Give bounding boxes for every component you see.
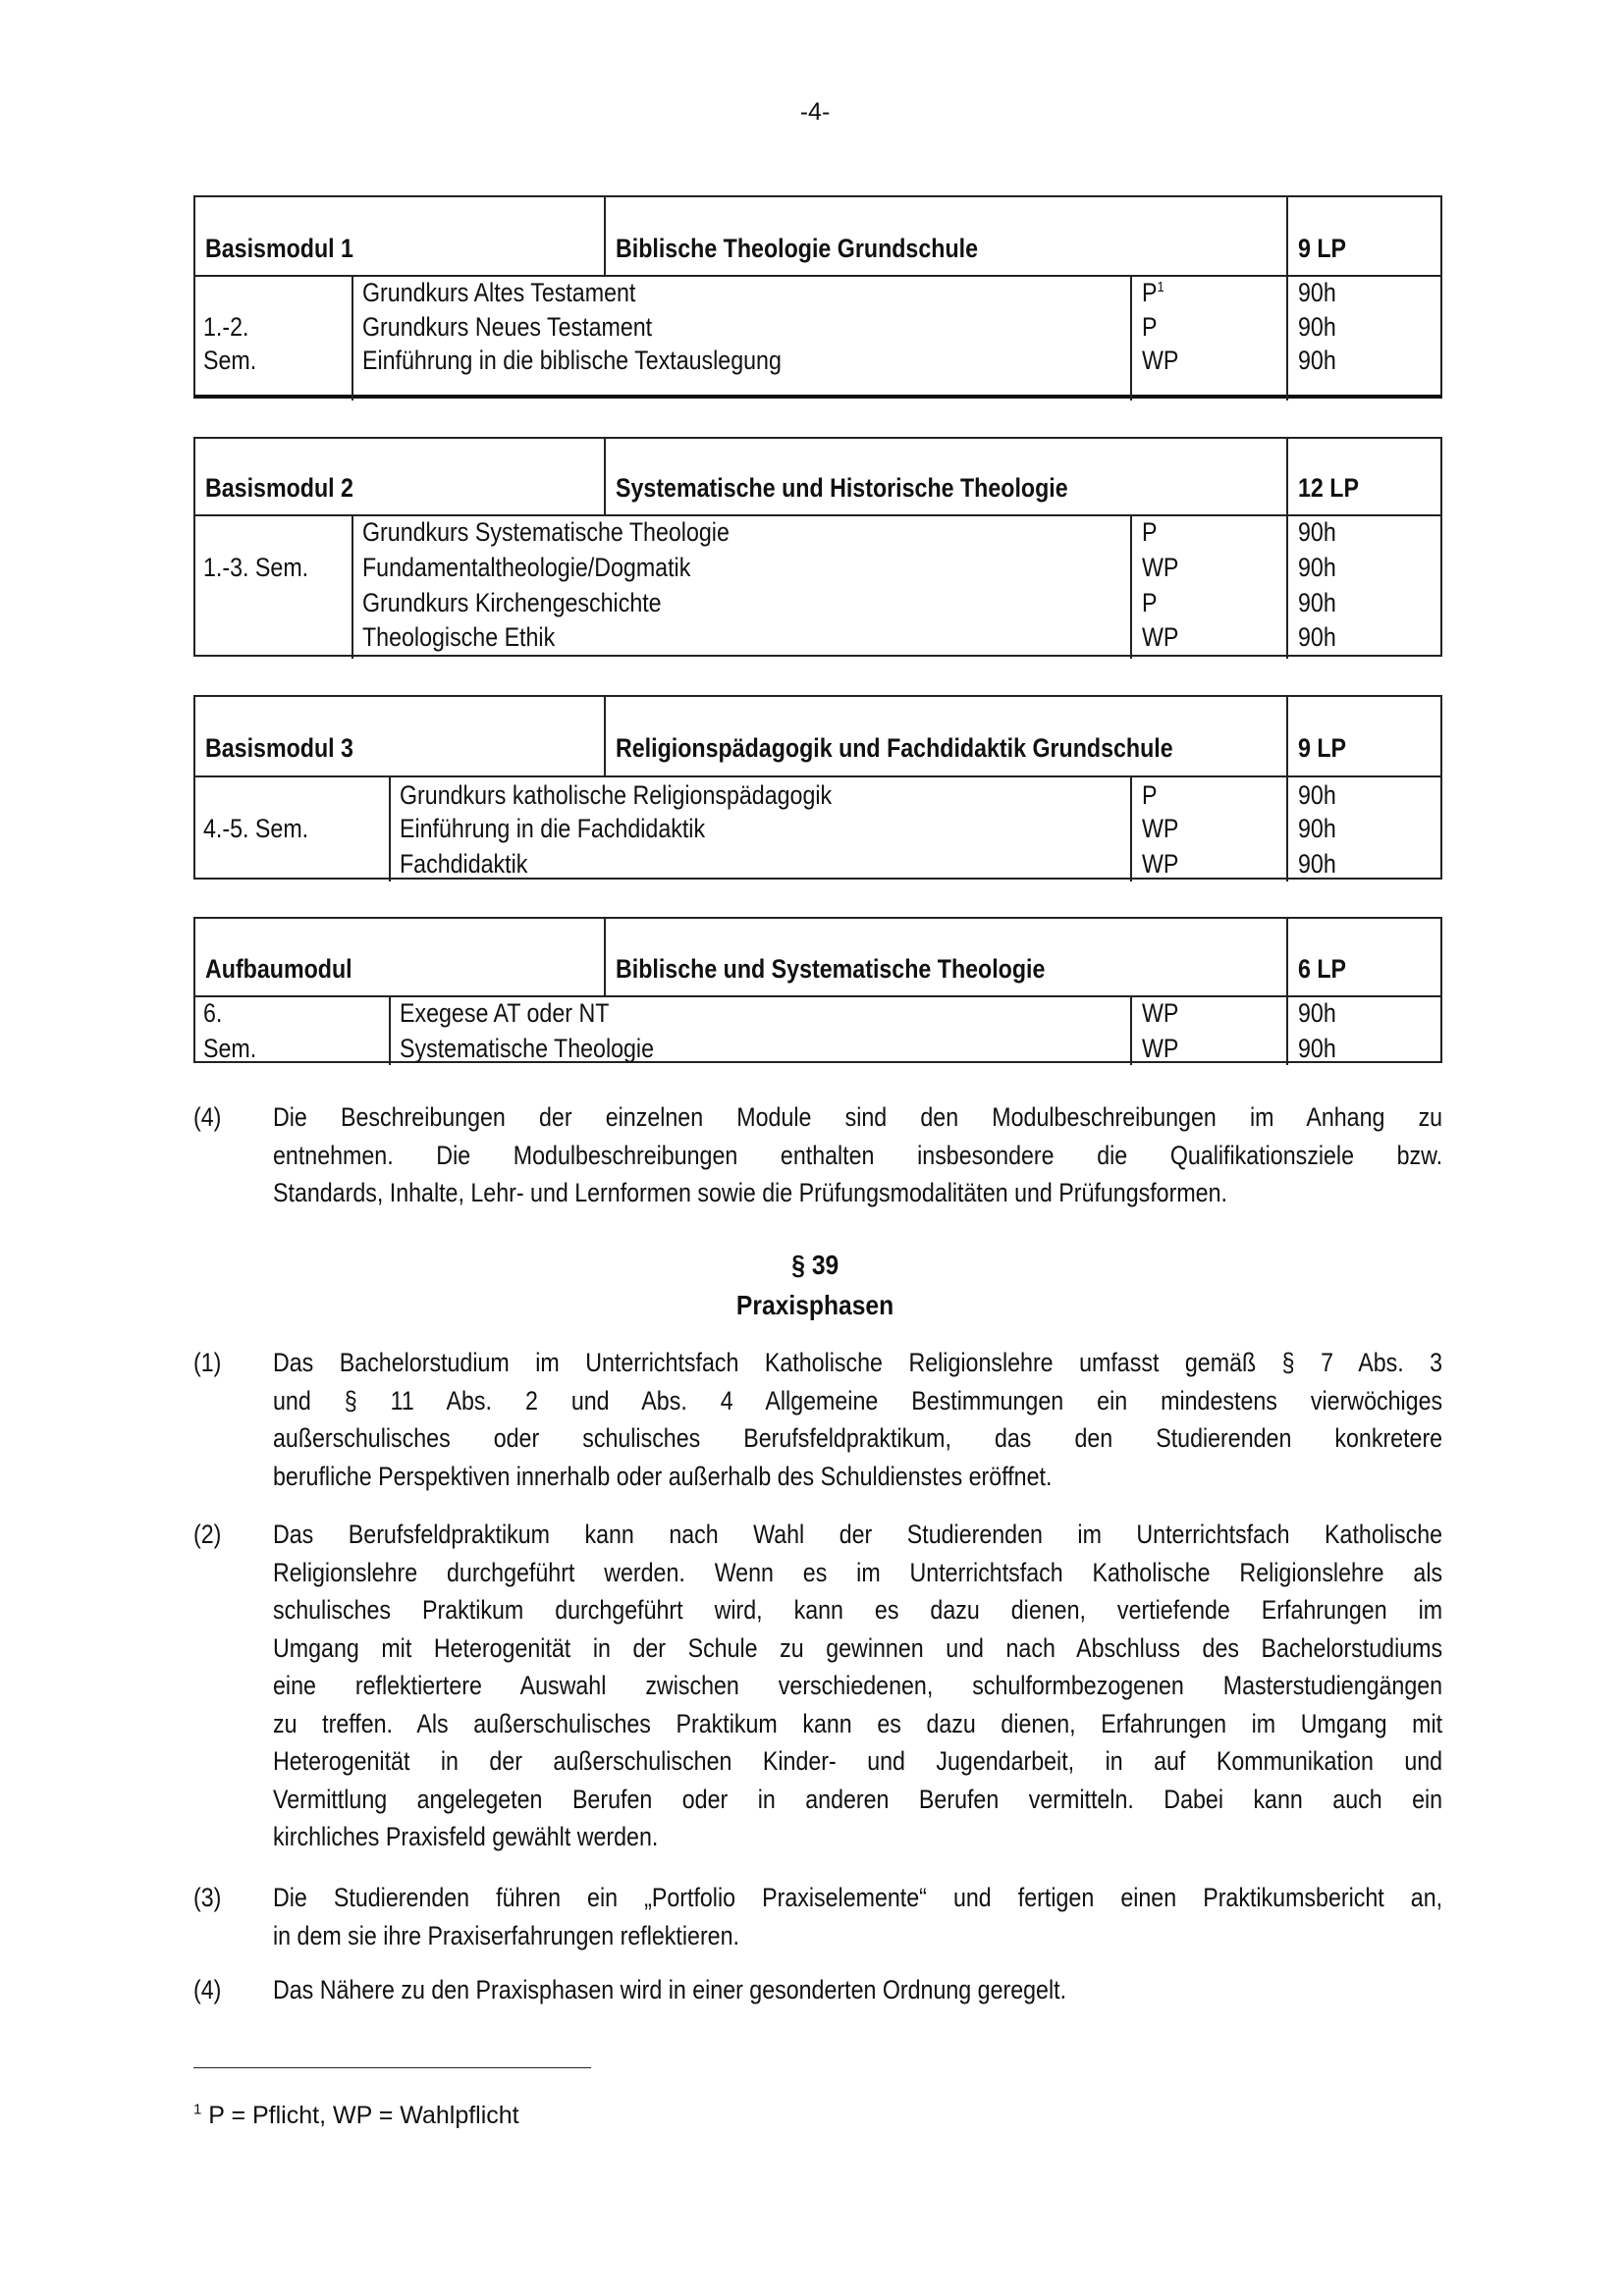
paragraph-line: Das Nähere zu den Praxisphasen wird in einer gesonderten Ordnung geregelt. bbox=[273, 1975, 1067, 2004]
column-divider bbox=[1286, 697, 1288, 881]
semester: 1.-2. bbox=[203, 312, 249, 342]
semester: 6. bbox=[203, 998, 223, 1028]
course-type-text: P bbox=[1142, 780, 1158, 810]
semester: Sem. bbox=[203, 1034, 257, 1063]
paragraph-line: und § 11 Abs. 2 und Abs. 4 Allgemeine Bestimmungen ein mindestens vierwöchiges bbox=[273, 1385, 1443, 1415]
semester: 4.-5. Sem. bbox=[203, 814, 309, 843]
section-title bbox=[0, 1287, 1624, 1324]
module-title: Biblische Theologie Grundschule bbox=[616, 234, 978, 263]
paragraph-number: (4) bbox=[193, 1102, 222, 1132]
course-name: Grundkurs Systematische Theologie bbox=[362, 517, 730, 547]
module-credits: 9 LP bbox=[1298, 234, 1347, 263]
course-name: Systematische Theologie bbox=[400, 1034, 655, 1063]
course-type-text: WP bbox=[1142, 814, 1179, 843]
paragraph-line: in dem sie ihre Praxiserfahrungen reflektieren. bbox=[273, 1920, 739, 1950]
column-divider bbox=[1286, 197, 1288, 400]
column-divider bbox=[1286, 919, 1288, 1065]
course-name: Grundkurs Neues Testament bbox=[362, 312, 653, 342]
course-name: Grundkurs katholische Religionspädagogik bbox=[400, 780, 833, 810]
column-divider bbox=[604, 439, 606, 514]
module-table bbox=[193, 437, 1442, 657]
paragraph-line: Vermittlung angelegeten Berufen oder in anderen Berufen vermitteln. Dabei kann auch ein bbox=[273, 1784, 1443, 1814]
paragraph-line: Die Studierenden führen ein „Portfolio Praxiselemente“ und fertigen einen Praktikumsbericht an, bbox=[273, 1883, 1443, 1912]
course-type-text: WP bbox=[1142, 998, 1179, 1028]
footnote-text: P = Pflicht, WP = Wahlpflicht bbox=[208, 2102, 519, 2129]
column-divider bbox=[389, 995, 391, 1065]
column-divider bbox=[1130, 995, 1132, 1065]
course-name: Fachdidaktik bbox=[400, 849, 528, 879]
course-hours: 90h bbox=[1298, 622, 1336, 652]
module-title: Biblische und Systematische Theologie bbox=[616, 954, 1046, 984]
course-type-text: WP bbox=[1142, 346, 1179, 375]
footnote-reference: 1 bbox=[1157, 279, 1164, 295]
course-type bbox=[1142, 777, 1157, 813]
column-divider bbox=[352, 514, 353, 659]
paragraph-line: Standards, Inhalte, Lehr- und Lernformen sowie die Prüfungsmodalitäten und Prüfungsformen. bbox=[273, 1178, 1227, 1207]
course-type bbox=[1142, 846, 1178, 881]
paragraph-line: Religionslehre durchgeführt werden. Wenn es im Unterrichtsfach Katholische Religionslehre als bbox=[273, 1557, 1443, 1587]
course-type-text: P bbox=[1142, 517, 1158, 547]
course-type bbox=[1142, 309, 1157, 345]
course-type bbox=[1142, 514, 1157, 550]
paragraph-line: eine reflektiertere Auswahl zwischen verschiedenen, schulformbezogenen Masterstudiengängen bbox=[273, 1671, 1443, 1700]
course-type bbox=[1142, 995, 1178, 1031]
course-hours: 90h bbox=[1298, 346, 1336, 375]
course-name: Einführung in die Fachdidaktik bbox=[400, 814, 706, 843]
course-name: Theologische Ethik bbox=[362, 622, 556, 652]
column-divider bbox=[1130, 275, 1132, 400]
module-credits: 12 LP bbox=[1298, 473, 1359, 503]
paragraph-number: (2) bbox=[193, 1520, 222, 1549]
course-hours: 90h bbox=[1298, 849, 1336, 879]
course-name: Grundkurs Kirchengeschichte bbox=[362, 588, 662, 617]
semester: 1.-3. Sem. bbox=[203, 553, 309, 582]
course-type-text: WP bbox=[1142, 553, 1179, 582]
course-name: Fundamentaltheologie/Dogmatik bbox=[362, 553, 691, 582]
course-type-text: WP bbox=[1142, 849, 1179, 879]
paragraph-number: (3) bbox=[193, 1883, 222, 1912]
course-type bbox=[1142, 811, 1178, 846]
course-hours: 90h bbox=[1298, 780, 1336, 810]
paragraph-line: Die Beschreibungen der einzelnen Module sind den Modulbeschreibungen im Anhang zu bbox=[273, 1102, 1443, 1132]
paragraph-line: berufliche Perspektiven innerhalb oder außerhalb des Schuldienstes eröffnet. bbox=[273, 1461, 1053, 1491]
course-type bbox=[1142, 550, 1178, 585]
paragraph-line: schulisches Praktikum durchgeführt wird, kann es dazu dienen, vertiefende Erfahrungen im bbox=[273, 1595, 1443, 1625]
course-name: Einführung in die biblische Textauslegung bbox=[362, 346, 782, 375]
course-type bbox=[1142, 343, 1178, 378]
paragraph-line: Heterogenität in der außerschulischen Kinder- und Jugendarbeit, in auf Kommunikation und bbox=[273, 1746, 1443, 1776]
course-hours: 90h bbox=[1298, 1034, 1336, 1063]
section-number-text: § 39 bbox=[791, 1250, 839, 1280]
footnote bbox=[193, 2097, 519, 2134]
module-table bbox=[193, 917, 1442, 1063]
module-title: Religionspädagogik und Fachdidaktik Grundschule bbox=[616, 733, 1173, 763]
course-type-text: P bbox=[1142, 278, 1158, 307]
course-hours: 90h bbox=[1298, 312, 1336, 342]
column-divider bbox=[352, 275, 353, 400]
course-type-text: WP bbox=[1142, 622, 1179, 652]
column-divider bbox=[1286, 439, 1288, 659]
module-name: Basismodul 2 bbox=[205, 473, 353, 503]
course-hours: 90h bbox=[1298, 588, 1336, 617]
footnote-divider bbox=[193, 2067, 591, 2068]
column-divider bbox=[1130, 514, 1132, 659]
module-title: Systematische und Historische Theologie bbox=[616, 473, 1068, 503]
course-type bbox=[1142, 275, 1164, 310]
column-divider bbox=[604, 197, 606, 275]
module-table bbox=[193, 695, 1442, 880]
module-name: Basismodul 1 bbox=[205, 234, 353, 263]
course-hours: 90h bbox=[1298, 517, 1336, 547]
paragraph-line: Das Bachelorstudium im Unterrichtsfach Katholische Religionslehre umfasst gemäß § 7 Abs. 3 bbox=[273, 1348, 1443, 1377]
column-divider bbox=[604, 919, 606, 995]
column-divider bbox=[604, 697, 606, 775]
paragraph-line: Das Berufsfeldpraktikum kann nach Wahl der Studierenden im Unterrichtsfach Katholische bbox=[273, 1520, 1443, 1549]
course-type bbox=[1142, 619, 1178, 655]
module-name: Aufbaumodul bbox=[205, 954, 352, 984]
course-hours: 90h bbox=[1298, 553, 1336, 582]
module-name: Basismodul 3 bbox=[205, 733, 353, 763]
paragraph-line: Umgang mit Heterogenität in der Schule zu gewinnen und nach Abschluss des Bachelorstudiums bbox=[273, 1632, 1443, 1663]
course-hours: 90h bbox=[1298, 814, 1336, 843]
column-divider bbox=[389, 775, 391, 881]
section-title-text: Praxisphasen bbox=[735, 1290, 894, 1320]
paragraph-line: zu treffen. Als außerschulisches Praktikum kann es dazu dienen, Erfahrungen im Umgang mit bbox=[273, 1708, 1443, 1738]
paragraph-line: kirchliches Praxisfeld gewählt werden. bbox=[273, 1822, 659, 1851]
course-name: Exegese AT oder NT bbox=[400, 998, 610, 1028]
semester: Sem. bbox=[203, 346, 257, 375]
module-credits: 9 LP bbox=[1298, 733, 1347, 763]
page-number: -4- bbox=[799, 98, 831, 126]
course-type bbox=[1142, 585, 1157, 620]
paragraph-line: außerschulisches oder schulisches Berufsfeldpraktikum, das den Studierenden konkretere bbox=[273, 1423, 1443, 1453]
module-credits: 6 LP bbox=[1298, 954, 1347, 984]
module-table bbox=[193, 195, 1442, 399]
course-name: Grundkurs Altes Testament bbox=[362, 278, 636, 307]
footnote-mark: 1 bbox=[193, 2101, 202, 2118]
paragraph-line: entnehmen. Die Modulbeschreibungen enthalten insbesondere die Qualifikationsziele bzw. bbox=[273, 1140, 1443, 1170]
section-number bbox=[0, 1247, 1624, 1284]
course-type bbox=[1142, 1031, 1178, 1066]
course-type-text: P bbox=[1142, 312, 1158, 342]
course-hours: 90h bbox=[1298, 278, 1336, 307]
course-type-text: WP bbox=[1142, 1034, 1179, 1063]
course-hours: 90h bbox=[1298, 998, 1336, 1028]
column-divider bbox=[1130, 775, 1132, 881]
course-type-text: P bbox=[1142, 588, 1158, 617]
paragraph-number: (4) bbox=[193, 1975, 222, 2004]
paragraph-number: (1) bbox=[193, 1348, 222, 1377]
